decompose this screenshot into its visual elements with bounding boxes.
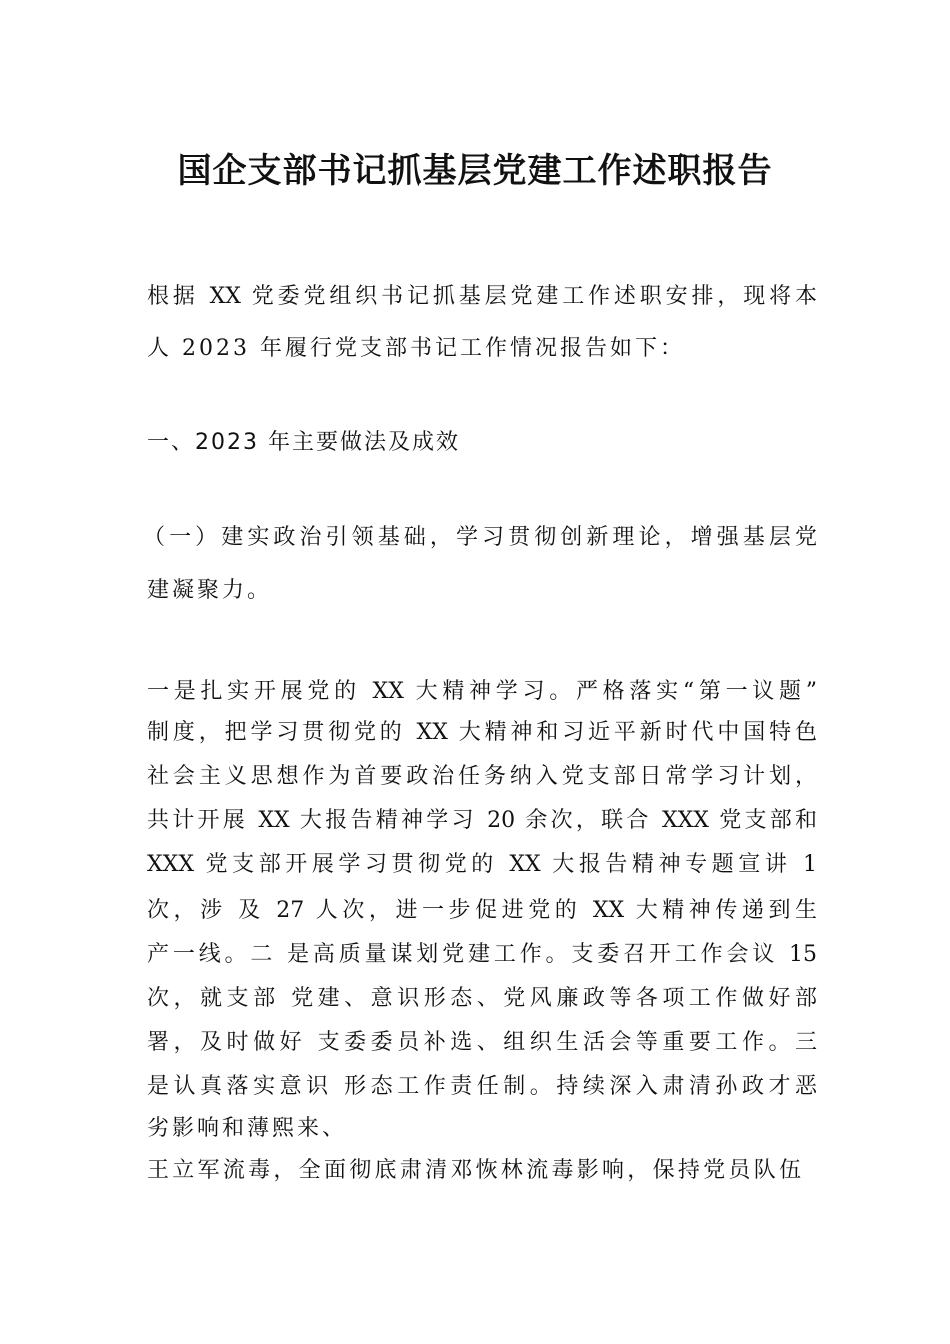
body-line-7: 产一线。二 是高质量谋划党建工作。支委召开工作会议 15 [147,942,817,967]
body-line-9: 署，及时做好 支委委员补选、组织生活会等重要工作。三 [147,1030,817,1055]
body-line-12: 王立军流毒，全面彻底肃清邓恢林流毒影响，保持党员队伍 [147,1158,801,1183]
body-line-5: XXX 党支部开展学习贯彻党的 XX 大报告精神专题宣讲 1 [147,852,817,877]
body-line-11: 劣影响和薄熙来、 [147,1116,348,1141]
body-line-1: 一是扎实开展党的 XX 大精神学习。严格落实“第一议题” [147,679,817,704]
body-line-2: 制度，把学习贯彻党的 XX 大精神和习近平新时代中国特色 [147,720,817,745]
body-line-4: 共计开展 XX 大报告精神学习 20 余次，联合 XXX 党支部和 [147,808,817,833]
body-line-6: 次，涉 及 27 人次，进一步促进党的 XX 大精神传递到生 [147,898,817,923]
body-line-3: 社会主义思想作为首要政治任务纳入党支部日常学习计划， [147,764,817,789]
body-line-10: 是认真落实意识 形态工作责任制。持续深入肃清孙政才恶 [147,1074,817,1099]
body-line-8: 次，就支部 党建、意识形态、党风廉政等各项工作做好部 [147,986,817,1011]
subheading-line-2: 建凝聚力。 [147,578,273,603]
subheading-line-1: （一）建实政治引领基础，学习贯彻创新理论，增强基层党 [143,525,817,550]
document-title: 国企支部书记抓基层党建工作述职报告 [177,151,773,191]
section-heading: 一、2023 年主要做法及成效 [147,430,460,455]
intro-line-2: 人 2023 年履行党支部书记工作情况报告如下： [147,336,685,361]
intro-line-1: 根据 XX 党委党组织书记抓基层党建工作述职安排，现将本 [147,284,817,309]
